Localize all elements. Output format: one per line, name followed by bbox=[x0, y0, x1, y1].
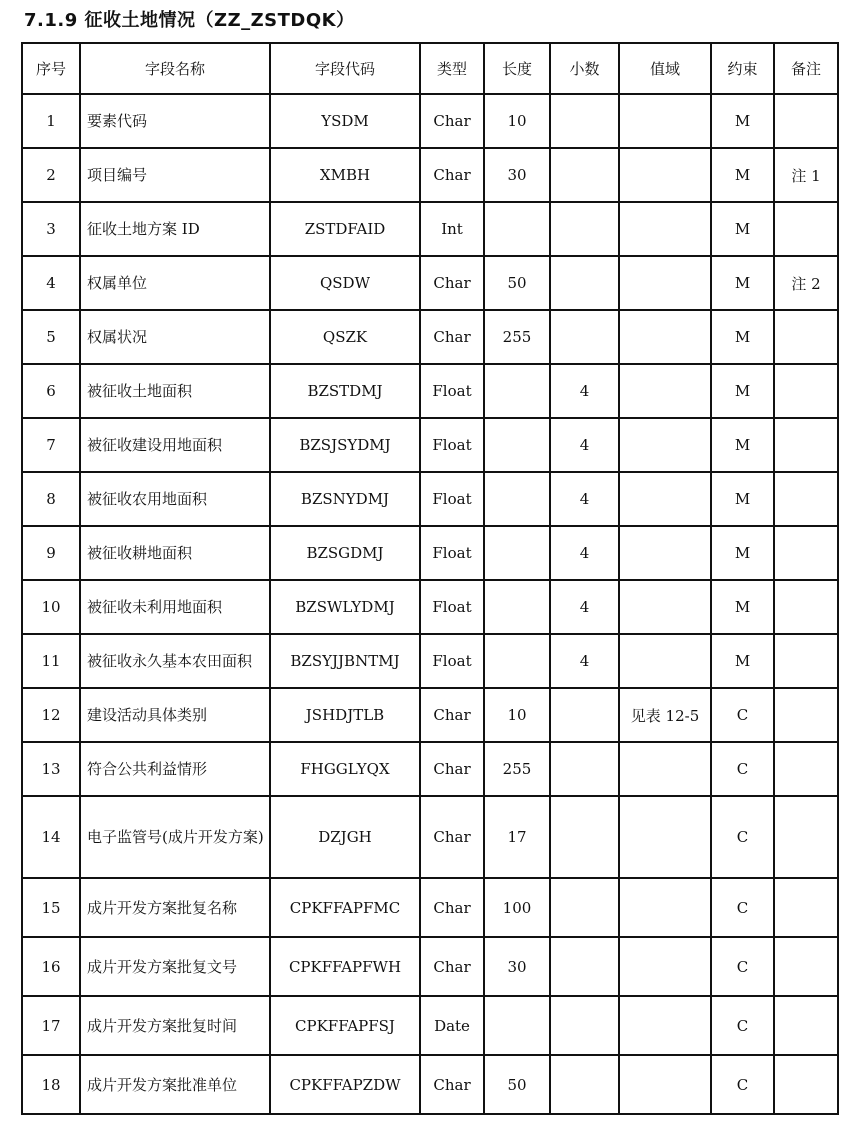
cell-note bbox=[774, 796, 838, 878]
cell-note bbox=[774, 996, 838, 1055]
cell-field-name: 被征收农用地面积 bbox=[80, 472, 270, 526]
cell-length: 50 bbox=[484, 1055, 550, 1114]
table-row bbox=[22, 742, 838, 796]
cell-constraint: M bbox=[711, 94, 774, 148]
cell-constraint: M bbox=[711, 310, 774, 364]
cell-field-name: 符合公共利益情形 bbox=[80, 742, 270, 796]
cell-domain: 见表 12-5 bbox=[619, 688, 711, 742]
field-spec-table bbox=[21, 42, 839, 1115]
cell-domain bbox=[619, 526, 711, 580]
cell-type: Float bbox=[420, 418, 484, 472]
cell-domain bbox=[619, 202, 711, 256]
cell-note bbox=[774, 580, 838, 634]
cell-type: Float bbox=[420, 472, 484, 526]
cell-type: Float bbox=[420, 526, 484, 580]
header-cell: 类型 bbox=[420, 43, 484, 94]
header-cell: 值域 bbox=[619, 43, 711, 94]
cell-decimals bbox=[550, 996, 619, 1055]
cell-field-code: CPKFFAPZDW bbox=[270, 1055, 420, 1114]
cell-no: 2 bbox=[22, 148, 80, 202]
cell-note bbox=[774, 472, 838, 526]
cell-note bbox=[774, 364, 838, 418]
cell-field-code: ZSTDFAID bbox=[270, 202, 420, 256]
cell-type: Char bbox=[420, 256, 484, 310]
cell-domain bbox=[619, 742, 711, 796]
cell-decimals bbox=[550, 202, 619, 256]
cell-length bbox=[484, 364, 550, 418]
table-row bbox=[22, 256, 838, 310]
cell-field-code: BZSNYDMJ bbox=[270, 472, 420, 526]
cell-field-code: QSDW bbox=[270, 256, 420, 310]
cell-field-code: CPKFFAPFWH bbox=[270, 937, 420, 996]
cell-no: 4 bbox=[22, 256, 80, 310]
cell-note: 注 1 bbox=[774, 148, 838, 202]
cell-domain bbox=[619, 310, 711, 364]
table-row bbox=[22, 202, 838, 256]
table-row bbox=[22, 796, 838, 878]
cell-domain bbox=[619, 1055, 711, 1114]
cell-field-code: BZSGDMJ bbox=[270, 526, 420, 580]
cell-length bbox=[484, 472, 550, 526]
cell-constraint: M bbox=[711, 364, 774, 418]
cell-constraint: C bbox=[711, 1055, 774, 1114]
cell-domain bbox=[619, 996, 711, 1055]
cell-domain bbox=[619, 796, 711, 878]
cell-type: Char bbox=[420, 878, 484, 937]
cell-type: Char bbox=[420, 742, 484, 796]
cell-field-name: 权属单位 bbox=[80, 256, 270, 310]
cell-field-name: 征收土地方案 ID bbox=[80, 202, 270, 256]
cell-no: 18 bbox=[22, 1055, 80, 1114]
cell-domain bbox=[619, 634, 711, 688]
cell-no: 3 bbox=[22, 202, 80, 256]
cell-domain bbox=[619, 148, 711, 202]
cell-type: Char bbox=[420, 796, 484, 878]
cell-no: 9 bbox=[22, 526, 80, 580]
cell-note bbox=[774, 526, 838, 580]
cell-length bbox=[484, 526, 550, 580]
cell-length: 255 bbox=[484, 310, 550, 364]
cell-field-name: 电子监管号(成片开发方案) bbox=[80, 796, 270, 878]
cell-field-name: 项目编号 bbox=[80, 148, 270, 202]
header-cell: 备注 bbox=[774, 43, 838, 94]
table-row bbox=[22, 580, 838, 634]
cell-constraint: M bbox=[711, 634, 774, 688]
cell-decimals: 4 bbox=[550, 580, 619, 634]
table-row bbox=[22, 472, 838, 526]
cell-constraint: C bbox=[711, 878, 774, 937]
cell-field-name: 成片开发方案批复文号 bbox=[80, 937, 270, 996]
cell-note: 注 2 bbox=[774, 256, 838, 310]
cell-field-name: 被征收建设用地面积 bbox=[80, 418, 270, 472]
cell-length bbox=[484, 634, 550, 688]
cell-constraint: M bbox=[711, 472, 774, 526]
cell-decimals: 4 bbox=[550, 418, 619, 472]
cell-type: Float bbox=[420, 580, 484, 634]
cell-constraint: C bbox=[711, 937, 774, 996]
table-row bbox=[22, 418, 838, 472]
table-row bbox=[22, 94, 838, 148]
header-cell: 长度 bbox=[484, 43, 550, 94]
cell-field-code: BZSWLYDMJ bbox=[270, 580, 420, 634]
cell-constraint: M bbox=[711, 418, 774, 472]
header-cell: 字段代码 bbox=[270, 43, 420, 94]
cell-domain bbox=[619, 878, 711, 937]
cell-field-code: BZSYJJBNTMJ bbox=[270, 634, 420, 688]
cell-length: 10 bbox=[484, 688, 550, 742]
cell-decimals bbox=[550, 878, 619, 937]
cell-constraint: C bbox=[711, 796, 774, 878]
cell-domain bbox=[619, 580, 711, 634]
cell-decimals: 4 bbox=[550, 526, 619, 580]
cell-constraint: M bbox=[711, 148, 774, 202]
table-row bbox=[22, 996, 838, 1055]
cell-no: 7 bbox=[22, 418, 80, 472]
table-row bbox=[22, 937, 838, 996]
cell-field-code: BZSJSYDMJ bbox=[270, 418, 420, 472]
cell-field-name: 要素代码 bbox=[80, 94, 270, 148]
cell-no: 17 bbox=[22, 996, 80, 1055]
cell-note bbox=[774, 94, 838, 148]
table-body bbox=[22, 94, 838, 1114]
cell-decimals: 4 bbox=[550, 634, 619, 688]
cell-domain bbox=[619, 418, 711, 472]
table-row bbox=[22, 688, 838, 742]
cell-field-name: 被征收土地面积 bbox=[80, 364, 270, 418]
table-row bbox=[22, 310, 838, 364]
cell-decimals bbox=[550, 688, 619, 742]
cell-decimals bbox=[550, 1055, 619, 1114]
cell-type: Date bbox=[420, 996, 484, 1055]
cell-constraint: C bbox=[711, 688, 774, 742]
cell-field-code: CPKFFAPFMC bbox=[270, 878, 420, 937]
cell-decimals bbox=[550, 796, 619, 878]
cell-field-name: 权属状况 bbox=[80, 310, 270, 364]
cell-decimals: 4 bbox=[550, 364, 619, 418]
cell-decimals bbox=[550, 310, 619, 364]
header-cell: 小数 bbox=[550, 43, 619, 94]
cell-length: 10 bbox=[484, 94, 550, 148]
cell-field-code: JSHDJTLB bbox=[270, 688, 420, 742]
header-row bbox=[22, 43, 838, 94]
cell-length bbox=[484, 580, 550, 634]
cell-field-code: XMBH bbox=[270, 148, 420, 202]
cell-field-name: 成片开发方案批复时间 bbox=[80, 996, 270, 1055]
header-cell: 约束 bbox=[711, 43, 774, 94]
cell-no: 10 bbox=[22, 580, 80, 634]
cell-no: 13 bbox=[22, 742, 80, 796]
cell-note bbox=[774, 418, 838, 472]
cell-no: 15 bbox=[22, 878, 80, 937]
cell-field-name: 被征收耕地面积 bbox=[80, 526, 270, 580]
cell-type: Float bbox=[420, 364, 484, 418]
cell-field-name: 被征收永久基本农田面积 bbox=[80, 634, 270, 688]
header-cell: 字段名称 bbox=[80, 43, 270, 94]
cell-domain bbox=[619, 94, 711, 148]
cell-constraint: M bbox=[711, 202, 774, 256]
cell-length bbox=[484, 202, 550, 256]
cell-no: 12 bbox=[22, 688, 80, 742]
cell-type: Char bbox=[420, 937, 484, 996]
cell-no: 8 bbox=[22, 472, 80, 526]
cell-field-name: 建设活动具体类别 bbox=[80, 688, 270, 742]
table-row bbox=[22, 364, 838, 418]
cell-length bbox=[484, 418, 550, 472]
cell-no: 5 bbox=[22, 310, 80, 364]
cell-decimals bbox=[550, 742, 619, 796]
cell-type: Float bbox=[420, 634, 484, 688]
cell-field-name: 成片开发方案批复名称 bbox=[80, 878, 270, 937]
cell-field-code: YSDM bbox=[270, 94, 420, 148]
cell-note bbox=[774, 1055, 838, 1114]
cell-type: Char bbox=[420, 310, 484, 364]
cell-domain bbox=[619, 472, 711, 526]
cell-length: 30 bbox=[484, 148, 550, 202]
cell-constraint: M bbox=[711, 526, 774, 580]
cell-length: 17 bbox=[484, 796, 550, 878]
cell-type: Char bbox=[420, 94, 484, 148]
cell-no: 6 bbox=[22, 364, 80, 418]
table-row bbox=[22, 1055, 838, 1114]
table-row bbox=[22, 878, 838, 937]
cell-constraint: C bbox=[711, 996, 774, 1055]
cell-field-code: CPKFFAPFSJ bbox=[270, 996, 420, 1055]
cell-note bbox=[774, 878, 838, 937]
cell-note bbox=[774, 310, 838, 364]
section-title: 7.1.9 征收土地情况（ZZ_ZSTDQK） bbox=[24, 10, 355, 31]
cell-no: 11 bbox=[22, 634, 80, 688]
cell-length: 100 bbox=[484, 878, 550, 937]
table-row bbox=[22, 634, 838, 688]
cell-decimals bbox=[550, 148, 619, 202]
cell-no: 1 bbox=[22, 94, 80, 148]
cell-domain bbox=[619, 256, 711, 310]
table-row bbox=[22, 526, 838, 580]
cell-constraint: M bbox=[711, 580, 774, 634]
cell-decimals: 4 bbox=[550, 472, 619, 526]
cell-field-name: 成片开发方案批准单位 bbox=[80, 1055, 270, 1114]
cell-note bbox=[774, 634, 838, 688]
cell-length: 255 bbox=[484, 742, 550, 796]
cell-no: 16 bbox=[22, 937, 80, 996]
cell-field-code: FHGGLYQX bbox=[270, 742, 420, 796]
cell-type: Int bbox=[420, 202, 484, 256]
cell-field-code: QSZK bbox=[270, 310, 420, 364]
cell-constraint: C bbox=[711, 742, 774, 796]
cell-note bbox=[774, 202, 838, 256]
cell-domain bbox=[619, 937, 711, 996]
cell-decimals bbox=[550, 94, 619, 148]
cell-field-code: DZJGH bbox=[270, 796, 420, 878]
cell-type: Char bbox=[420, 688, 484, 742]
cell-decimals bbox=[550, 256, 619, 310]
cell-type: Char bbox=[420, 148, 484, 202]
cell-field-code: BZSTDMJ bbox=[270, 364, 420, 418]
header-cell: 序号 bbox=[22, 43, 80, 94]
cell-constraint: M bbox=[711, 256, 774, 310]
cell-length bbox=[484, 996, 550, 1055]
cell-decimals bbox=[550, 937, 619, 996]
cell-length: 30 bbox=[484, 937, 550, 996]
cell-note bbox=[774, 937, 838, 996]
cell-domain bbox=[619, 364, 711, 418]
cell-length: 50 bbox=[484, 256, 550, 310]
cell-field-name: 被征收未利用地面积 bbox=[80, 580, 270, 634]
cell-type: Char bbox=[420, 1055, 484, 1114]
table-row bbox=[22, 148, 838, 202]
cell-note bbox=[774, 742, 838, 796]
cell-note bbox=[774, 688, 838, 742]
cell-no: 14 bbox=[22, 796, 80, 878]
